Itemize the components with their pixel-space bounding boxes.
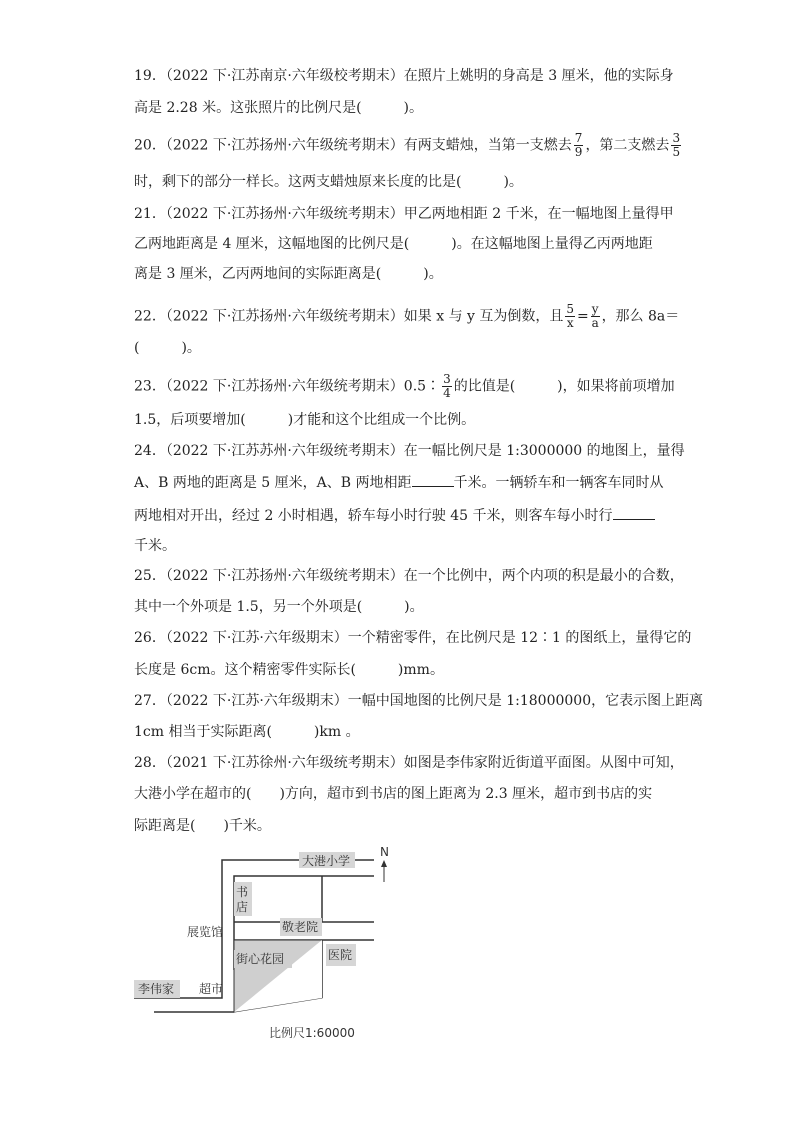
q23-text-a: 23．（2022 下·江苏扬州·六年级统考期末）0.5∶ — [134, 378, 441, 395]
q25-line2: 其中一个外项是 1.5，另一个外项是( )。 — [134, 599, 424, 615]
label-supermarket: 超市 — [199, 982, 224, 996]
q20-fraction-1 — [574, 132, 584, 159]
q23-f1-den: 4 — [443, 386, 451, 400]
q23-line1 — [134, 373, 675, 400]
q24-text-3a: 两地相对开出，经过 2 小时相遇，轿车每小时行驶 45 千米，则客车每小时行 — [134, 508, 613, 524]
q22-line1 — [134, 303, 679, 330]
map-scale: 比例尺1:60000 — [269, 1026, 355, 1040]
q28-line1: 28．（2021 下·江苏徐州·六年级统考期末）如图是李伟家附近街道平面图。从图中可知， — [134, 755, 684, 771]
q28-line2: 大港小学在超市的( )方向，超市到书店的图上距离为 2.3 厘米，超市到书店的实 — [134, 786, 653, 802]
label-central-park: 街心花园 — [236, 952, 285, 966]
q22-fraction-1 — [565, 303, 575, 330]
q20-f1-den: 9 — [574, 145, 583, 159]
q19-line1: 19．（2022 下·江苏南京·六年级校考期末）在照片上姚明的身高是 3 厘米，他的实际身 — [134, 68, 674, 84]
q22-text-b: ，那么 8a＝ — [601, 308, 680, 325]
label-dagang-school: 大港小学 — [302, 854, 351, 868]
q20-fraction-2 — [671, 132, 681, 159]
q23-text-b: 的比值是( )，如果将前项增加 — [453, 378, 675, 395]
q24-blank-2[interactable] — [613, 507, 655, 520]
q22-equals: = — [577, 308, 589, 325]
q19-line2: 高是 2.28 米。这张照片的比例尺是( )。 — [134, 100, 423, 116]
q20-line2: 时，剩下的部分一样长。这两支蜡烛原来长度的比是( )。 — [134, 174, 523, 190]
q24-line2 — [134, 473, 664, 493]
q27-line1: 27．（2022 下·江苏·六年级期末）一幅中国地图的比例尺是 1:18000000，它表示图上距离 — [134, 693, 704, 709]
q20-f2-num: 3 — [672, 131, 681, 145]
q22-line2: ( )。 — [134, 340, 201, 356]
q22-f1-num: 5 — [566, 302, 575, 316]
north-label: N — [380, 845, 389, 859]
q24-text-2b: 千米。一辆轿车和一辆客车同时从 — [453, 475, 664, 491]
q20-line1 — [134, 132, 683, 159]
label-liwei-home: 李伟家 — [138, 982, 175, 996]
label-bookstore-1: 书 — [236, 885, 249, 899]
q21-line2: 乙两地距离是 4 厘米，这幅地图的比例尺是( )。在这幅地图上量得乙丙两地距 — [134, 236, 653, 252]
q24-line3 — [134, 506, 655, 526]
q20-text-a: 20．（2022 下·江苏扬州·六年级统考期末）有两支蜡烛，当第一支燃去 — [134, 137, 572, 154]
q24-text-2a: A、B 两地的距离是 5 厘米，A、B 两地相距 — [134, 475, 412, 491]
label-exhibition-hall: 展览馆 — [187, 925, 224, 939]
q20-f2-den: 5 — [672, 145, 681, 159]
q22-f1-den: x — [566, 316, 574, 330]
label-nursing-home: 敬老院 — [282, 920, 319, 934]
q22-fraction-2 — [591, 303, 600, 330]
q23-f1-num: 3 — [443, 372, 451, 386]
q22-f2-num: y — [591, 302, 599, 316]
north-arrowhead-icon — [381, 860, 387, 867]
q24-line4: 千米。 — [134, 538, 176, 554]
q25-line1: 25．（2022 下·江苏扬州·六年级统考期末）在一个比例中，两个内项的积是最小的合数， — [134, 568, 684, 584]
q24-blank-1[interactable] — [412, 474, 454, 487]
label-bookstore-2: 店 — [236, 900, 249, 914]
label-hospital: 医院 — [328, 948, 353, 962]
q22-f2-den: a — [591, 316, 599, 330]
q26-line2: 长度是 6cm。这个精密零件实际长( )mm。 — [134, 662, 444, 678]
q27-line2: 1cm 相当于实际距离( )km 。 — [134, 724, 360, 740]
q26-line1: 26．（2022 下·江苏·六年级期末）一个精密零件，在比例尺是 12∶1 的图纸上，量得它的 — [134, 630, 692, 646]
q22-text-a: 22．（2022 下·江苏扬州·六年级统考期末）如果 x 与 y 互为倒数，且 — [134, 308, 564, 325]
q20-f1-num: 7 — [574, 131, 583, 145]
q20-text-b: ，第二支燃去 — [585, 137, 670, 154]
street-map — [134, 840, 394, 1050]
q24-line1: 24．（2022 下·江苏苏州·六年级统考期末）在一幅比例尺是 1:3000000 的地图上，量得 — [134, 443, 685, 459]
q23-fraction — [442, 373, 452, 400]
q28-line3: 际距离是( )千米。 — [134, 818, 271, 834]
q21-line1: 21．（2022 下·江苏扬州·六年级统考期末）甲乙两地相距 2 千米，在一幅地图上量得甲 — [134, 206, 674, 222]
q23-line2: 1.5，后项要增加( )才能和这个比组成一个比例。 — [134, 412, 476, 428]
q21-line3: 离是 3 厘米，乙丙两地间的实际距离是( )。 — [134, 266, 443, 282]
